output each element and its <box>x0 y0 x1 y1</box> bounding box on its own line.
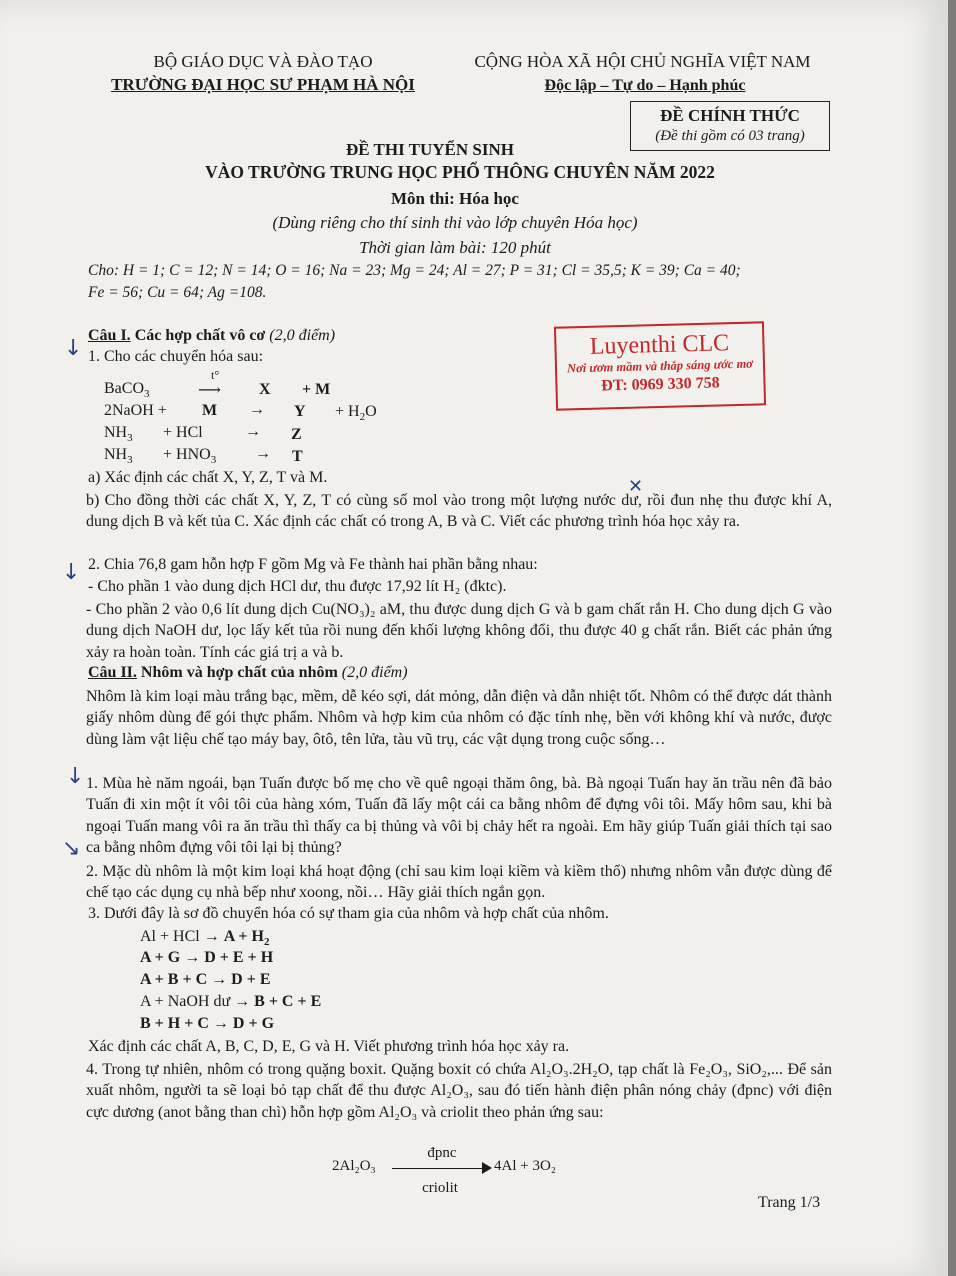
usage-note: (Dùng riêng cho thí sinh thi vào lớp chuyên Hóa học) <box>272 213 638 232</box>
equation-condition-top: đpnc <box>427 1145 457 1161</box>
equation-left: 2Al₂O₃ <box>332 1158 376 1174</box>
stamp-phone: ĐT: 0969 330 758 <box>601 374 720 395</box>
r2-water: + $H_2O$ <box>335 403 377 424</box>
question-2-part-1: - Cho phần 1 vào dung dịch HCl dư, thu được 17,92 lít H₂ (đktc). <box>88 578 507 595</box>
aluminium-intro: Nhôm là kim loại màu trắng bạc, mềm, dễ kéo sợi, dát mỏng, dẫn điện và dẫn nhiệt tốt. Nhôm có thể được dát thành giấy nhôm dùng để gói thực phẩm. Nhôm và hợp kim của nhôm có đặc tính nhẹ, bền với không khí và nước, được dùng làm vật liệu chế tạo máy bay, ôtô, tên lửa, tàu vũ trụ, các vật dụng trong cuộc sống… <box>86 688 832 748</box>
publisher-stamp <box>554 321 766 410</box>
section-2-question-3: 3. Dưới đây là sơ đồ chuyển hóa có sự tham gia của nhôm và hợp chất của nhôm. <box>88 905 609 922</box>
equation-arrow <box>392 1168 486 1169</box>
section-2-points: (2,0 điểm) <box>337 664 408 681</box>
r1-reactant: BaCO$_3$ <box>104 380 150 401</box>
reaction-arrow: → <box>249 401 265 418</box>
reaction-3: $NH_3$ <box>104 424 133 445</box>
pen-check-mark: ↓ <box>66 764 85 789</box>
pen-check-mark: ↘ <box>62 836 81 861</box>
exam-title: ĐỀ THI TUYỂN SINH <box>345 140 514 159</box>
section-1-label: Câu I. <box>88 327 131 344</box>
heat-condition: t° <box>211 368 220 382</box>
scheme-line-2: A + G → D + E + H <box>140 949 274 966</box>
page-number: Trang 1/3 <box>758 1194 821 1211</box>
question-1a: a) Xác định các chất X, Y, Z, T và M. <box>88 469 328 486</box>
official-box <box>630 101 830 151</box>
pen-check-mark: ↓ <box>62 560 81 585</box>
section-2-question-4: 4. Trong tự nhiên, nhôm có trong quặng boxit. Quặng boxit có chứa Al₂O₃.2H₂O, tạp chất là Fe₂O₃, SiO₂,... Để sản xuất nhôm, người ta sẽ loại bỏ tạp chất để thu được Al₂O₃, sau đó tiến hành điện phân nóng chảy (đpnc) với điện cực dương (anot bằng than chì) hỗn hợp gồm Al₂O₃ và criolit theo phản ứng sau: <box>86 1061 832 1121</box>
atomic-masses-2: Fe = 56; Cu = 64; Ag =108. <box>88 284 267 301</box>
r3-z: Z <box>291 426 302 443</box>
scheme-line-3: A + B + C → D + E <box>140 971 271 988</box>
national-motto: Độc lập – Tự do – Hạnh phúc <box>544 77 746 94</box>
section-2-heading <box>88 664 408 682</box>
stamp-name: Luyenthi CLC <box>589 330 730 360</box>
scheme-task: Xác định các chất A, B, C, D, E, G và H. Viết phương trình hóa học xảy ra. <box>88 1038 570 1055</box>
country-name: CỘNG HÒA XÃ HỘI CHỦ NGHĨA VIỆT NAM <box>474 52 811 71</box>
section-2-question-1: 1. Mùa hè năm ngoái, bạn Tuấn được bố mẹ cho về quê ngoại thăm ông, bà. Bà ngoại Tuấn hay ăn trầu nên đã bảo Tuấn đi xin một ít vôi tôi của hàng xóm, Tuấn đã lấy một cái ca bằng nhôm để đựng vôi tôi. Mấy hôm sau, khi bà ngoại Tuấn mang vôi ra ăn trầu thì thấy ca bị thủng và vôi bị chảy hết ra ngoài. Em hãy giúp Tuấn giải thích tại sao ca bằng nhôm đựng vôi tôi lại bị thủng? <box>86 775 832 857</box>
equation-condition-bottom: criolit <box>422 1180 458 1196</box>
section-2-question-2: 2. Mặc dù nhôm là một kim loại khá hoạt động (chỉ sau kim loại kiềm và kiềm thổ) nhưng nhôm vẫn được dùng để chế tạo các dụng cụ nhà bếp như xoong, nồi… Hãy giải thích ngắn gọn. <box>86 863 832 902</box>
r1-x: X <box>259 381 271 398</box>
equation-right: 4Al + 3O₂ <box>494 1158 557 1174</box>
r2-y: Y <box>294 403 306 420</box>
question-2-part-2: - Cho phần 2 vào 0,6 lít dung dịch Cu(NO₃)₂ aM, thu được dung dịch G và b gam chất rắn H. Cho dung dịch G vào dung dịch NaOH dư, lọc lấy kết tủa rồi nung đến khối lượng không đổi, thu được 40 g chất rắn. Biết các phản ứng xảy ra hoàn toàn. Tính các giá trị a và b. <box>86 601 832 661</box>
reaction-arrow: ⟶ <box>198 382 221 399</box>
r2-m: M <box>202 402 218 419</box>
section-1-heading <box>88 327 335 345</box>
question-1b: b) Cho đồng thời các chất X, Y, Z, T có cùng số mol vào trong một lượng nước dư, rồi đun nhẹ thu được khí A, dung dịch B và kết tủa C. Xác định các chất có trong A, B và C. Viết các phương trình hóa học xảy ra. <box>86 492 832 531</box>
reaction-4: $NH_3$ <box>104 446 133 467</box>
section-1-title: Các hợp chất vô cơ <box>130 327 266 344</box>
subject-line: Môn thi: Hóa học <box>391 189 519 208</box>
official-label: ĐỀ CHÍNH THỨC <box>660 106 800 125</box>
scheme-line-5: B + H + C → D + G <box>140 1015 275 1032</box>
section-2-title: Nhôm và hợp chất của nhôm <box>136 664 338 681</box>
reaction-arrow: → <box>245 423 261 440</box>
scheme-line-1: Al + HCl → $A + H_2$ <box>140 928 270 949</box>
atomic-masses-1: Cho: H = 1; C = 12; N = 14; O = 16; Na = 23; Mg = 24; Al = 27; P = 31; Cl = 35,5; K = 39; Ca = 40; <box>88 262 741 279</box>
stamp-slogan: Nơi ươm mầm và thắp sáng ước mơ <box>566 356 754 376</box>
university-name: TRƯỜNG ĐẠI HỌC SƯ PHẠM HÀ NỘI <box>111 75 415 94</box>
equation-arrowhead <box>482 1162 492 1174</box>
r4-t: T <box>292 448 303 465</box>
q1-intro: 1. Cho các chuyển hóa sau: <box>88 348 264 365</box>
scheme-line-4: A + NaOH dư → B + C + E <box>140 993 322 1010</box>
section-1-points: (2,0 điểm) <box>265 327 336 344</box>
r1-m: + M <box>302 381 331 398</box>
r4-hno3: + $HNO_3$ <box>163 446 217 467</box>
pages-note: (Đề thi gồm có 03 trang) <box>655 128 805 144</box>
pen-check-mark: ↓ <box>64 336 83 361</box>
question-2: 2. Chia 76,8 gam hỗn hợp F gồm Mg và Fe thành hai phần bằng nhau: <box>88 556 538 573</box>
ministry-name: BỘ GIÁO DỤC VÀ ĐÀO TẠO <box>153 52 373 71</box>
reaction-arrow: → <box>255 445 271 462</box>
pen-cross-mark: ✕ <box>628 476 644 497</box>
r3-hcl: + HCl <box>163 424 203 441</box>
reaction-1 <box>104 380 150 400</box>
reaction-2: 2NaOH + <box>104 402 167 419</box>
section-2-label: Câu II. <box>88 664 137 681</box>
exam-title-2: VÀO TRƯỜNG TRUNG HỌC PHỔ THÔNG CHUYÊN NĂM 2022 <box>205 162 715 182</box>
time-line: Thời gian làm bài: 120 phút <box>359 238 551 257</box>
